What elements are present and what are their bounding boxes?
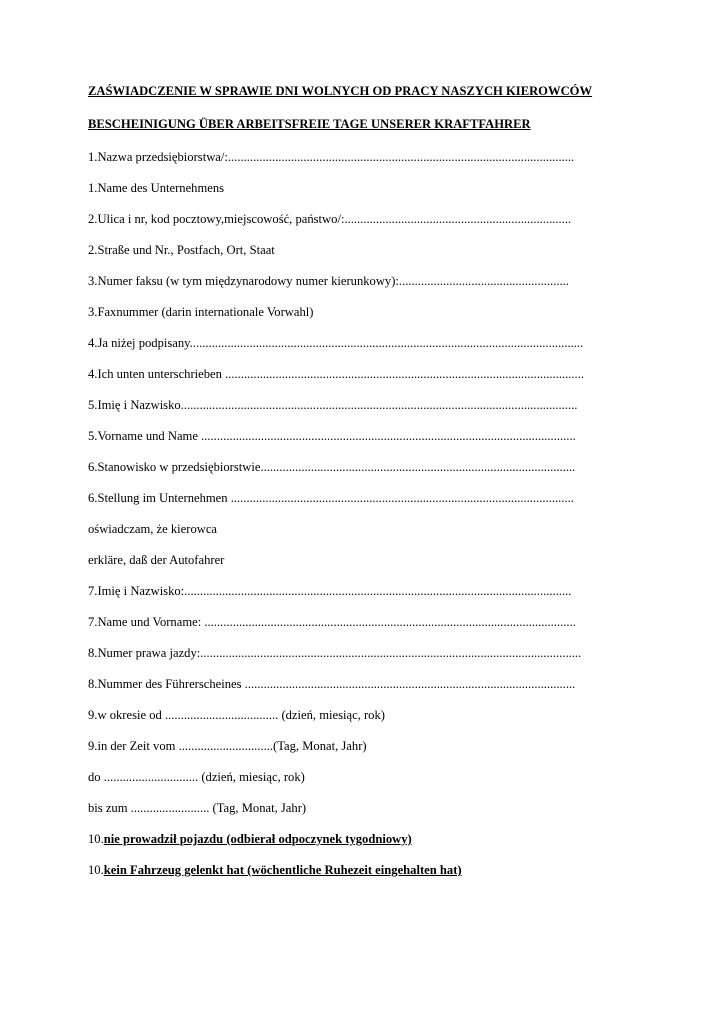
document-page [88,84,688,894]
field-undersigned-pl: 4.Ja niżej podpisany............................................................................................................................. [88,336,584,350]
field-signer-name-de: 5.Vorname und Name ....................................................................................................................... [88,429,576,443]
title-polish: ZAŚWIADCZENIE W SPRAWIE DNI WOLNYCH OD PRACY NASZYCH KIEROWCÓW [88,84,593,98]
declaration-de: erkläre, daß der Autofahrer [88,553,225,567]
item-10-de-number: 10. [88,863,104,877]
field-period-from-de: 9.in der Zeit vom ..............................(Tag, Monat, Jahr) [88,739,367,753]
field-signer-name-pl: 5.Imię i Nazwisko.............................................................................................................................. [88,398,578,412]
field-address-de: 2.Straße und Nr., Postfach, Ort, Staat [88,243,275,257]
field-period-to-pl: do .............................. (dzień, miesiąc, rok) [88,770,305,784]
item-10-de-text: kein Fahrzeug gelenkt hat (wöchentliche Ruhezeit eingehalten hat) [103,863,462,877]
item-10-pl-number: 10. [88,832,104,846]
field-company-name-pl: 1.Nazwa przedsiębiorstwa/:.............................................................................................................. [88,150,575,164]
field-position-de: 6.Stellung im Unternehmen ............................................................................................................. [88,491,574,505]
field-driver-name-pl: 7.Imię i Nazwisko:........................................................................................................................... [88,584,572,598]
field-license-number-de: 8.Nummer des Führerscheines ......................................................................................................... [88,677,576,691]
field-company-name-de: 1.Name des Unternehmens [88,181,225,195]
item-10-de [88,863,688,878]
field-fax-pl: 3.Numer faksu (w tym międzynarodowy numer kierunkowy):...................................................... [88,274,569,288]
field-license-number-pl: 8.Numer prawa jazdy:......................................................................................................................... [88,646,582,660]
item-10-pl [88,832,688,847]
field-fax-de: 3.Faxnummer (darin internationale Vorwahl) [88,305,314,319]
field-address-pl: 2.Ulica i nr, kod pocztowy,miejscowość, państwo/:........................................................................ [88,212,572,226]
item-10-pl-text: nie prowadził pojazdu (odbierał odpoczynek tygodniowy) [103,832,412,846]
field-period-to-de: bis zum ......................... (Tag, Monat, Jahr) [88,801,307,815]
declaration-pl: oświadczam, że kierowca [88,522,218,536]
field-driver-name-de: 7.Name und Vorname: ...................................................................................................................... [88,615,576,629]
field-period-from-pl: 9.w okresie od .................................... (dzień, miesiąc, rok) [88,708,385,722]
title-german: BESCHEINIGUNG ÜBER ARBEITSFREIE TAGE UNSERER KRAFTFAHRER [88,117,531,131]
field-undersigned-de: 4.Ich unten unterschrieben .................................................................................................................. [88,367,585,381]
field-position-pl: 6.Stanowisko w przedsiębiorstwie.................................................................................................... [88,460,576,474]
